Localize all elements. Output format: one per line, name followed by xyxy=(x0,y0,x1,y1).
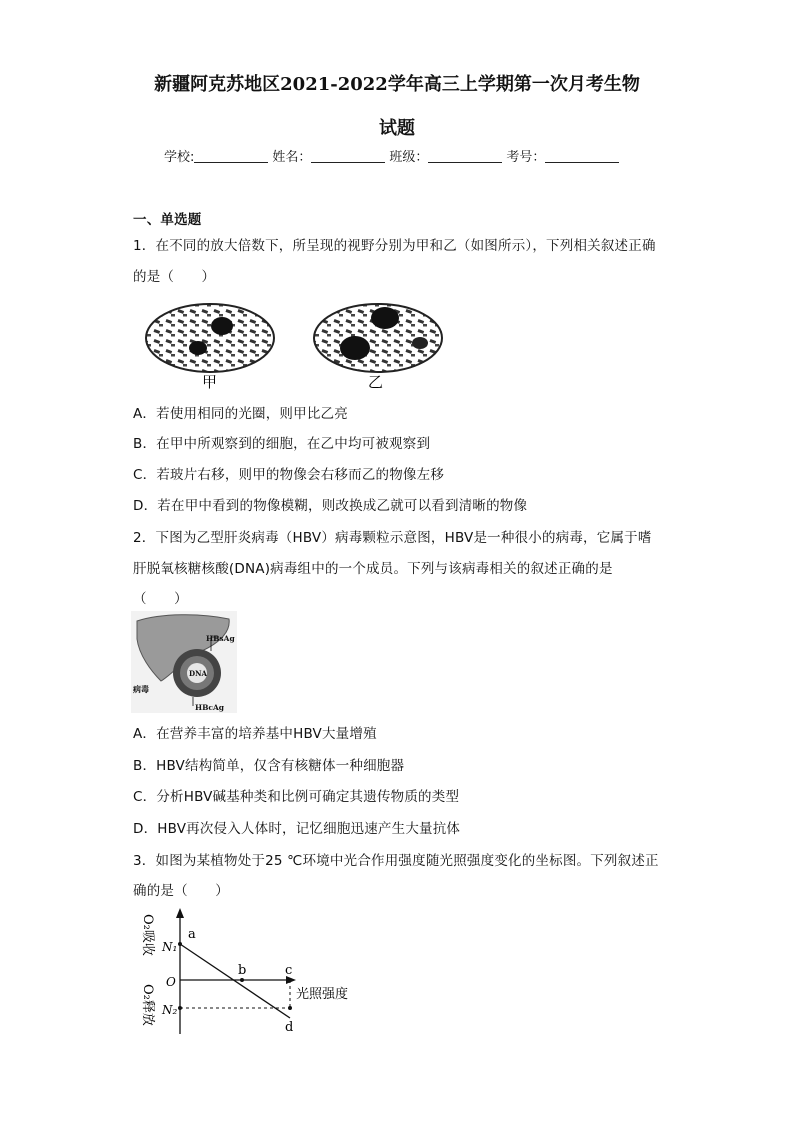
q3-photosynthesis-graph xyxy=(130,906,370,1038)
origin-label: O xyxy=(166,975,176,989)
q1-option-d: D．若在甲中看到的物像模糊，则改换成乙就可以看到清晰的物像 xyxy=(133,498,528,514)
q1-microscope-figure xyxy=(140,298,450,390)
class-label: 班级： xyxy=(389,150,429,165)
student-info xyxy=(164,146,623,165)
q1-option-a: A．若使用相同的光圈，则甲比乙亮 xyxy=(133,406,348,422)
page-title: 新疆阿克苏地区2021-2022学年高三上学期第一次月考生物 xyxy=(154,74,640,95)
hbsag-label: HBsAg xyxy=(206,634,235,643)
section-heading: 一、单选题 xyxy=(133,212,202,228)
point-b-label: b xyxy=(238,963,247,978)
school-blank xyxy=(194,150,268,163)
q1-stem-line2: 的是（ ） xyxy=(133,269,216,285)
point-c-label: c xyxy=(285,963,293,978)
page-title-line2: 试题 xyxy=(379,118,415,139)
point-a-label: a xyxy=(188,927,196,942)
point-d-label: d xyxy=(285,1020,294,1035)
y-upper-label: O₂吸收 xyxy=(140,914,155,956)
field-of-view-a xyxy=(146,304,274,372)
q2-option-a: A．在营养丰富的培养基中HBV大量增殖 xyxy=(133,726,377,742)
fig-label-jia: 甲 xyxy=(202,373,218,390)
n1-label: N₁ xyxy=(162,940,178,954)
q2-hbv-figure xyxy=(131,611,237,713)
hbcag-label: HBcAg xyxy=(195,703,225,712)
exam-no-blank xyxy=(545,150,619,163)
q3-stem-line1: 3．如图为某植物处于25 ℃环境中光合作用强度随光照强度变化的坐标图。下列叙述正 xyxy=(133,853,659,869)
virus-label: 病毒 xyxy=(133,684,149,694)
q2-stem-line2: 肝脱氧核糖核酸(DNA)病毒组中的一个成员。下列与该病毒相关的叙述正确的是 xyxy=(133,561,613,577)
q1-option-c: C．若玻片右移，则甲的物像会右移而乙的物像左移 xyxy=(133,467,445,483)
school-label: 学校: xyxy=(164,150,195,165)
x-axis-label: 光照强度 xyxy=(296,987,349,1002)
y-lower-label: O₂释放 xyxy=(140,984,155,1026)
class-blank xyxy=(428,150,502,163)
q1-option-b: B．在甲中所观察到的细胞，在乙中均可被观察到 xyxy=(133,436,431,452)
fig-label-yi: 乙 xyxy=(368,373,384,390)
name-label: 姓名： xyxy=(272,150,312,165)
q2-option-d: D．HBV再次侵入人体时，记忆细胞迅速产生大量抗体 xyxy=(133,821,461,837)
q2-stem-line3: （ ） xyxy=(133,591,188,607)
q3-stem-line2: 确的是（ ） xyxy=(133,883,229,899)
dna-label: DNA xyxy=(189,669,207,678)
n2-label: N₂ xyxy=(162,1003,178,1017)
q2-stem-line1: 2．下图为乙型肝炎病毒（HBV）病毒颗粒示意图，HBV是一种很小的病毒，它属于嗜 xyxy=(133,530,652,546)
q2-option-b: B．HBV结构简单，仅含有核糖体一种细胞器 xyxy=(133,758,405,774)
name-blank xyxy=(311,150,385,163)
exam-no-label: 考号： xyxy=(506,150,546,165)
q2-option-c: C．分析HBV碱基种类和比例可确定其遗传物质的类型 xyxy=(133,789,460,805)
q1-stem-line1: 1．在不同的放大倍数下，所呈现的视野分别为甲和乙（如图所示），下列相关叙述正确 xyxy=(133,238,656,254)
curve-line xyxy=(180,944,293,1018)
